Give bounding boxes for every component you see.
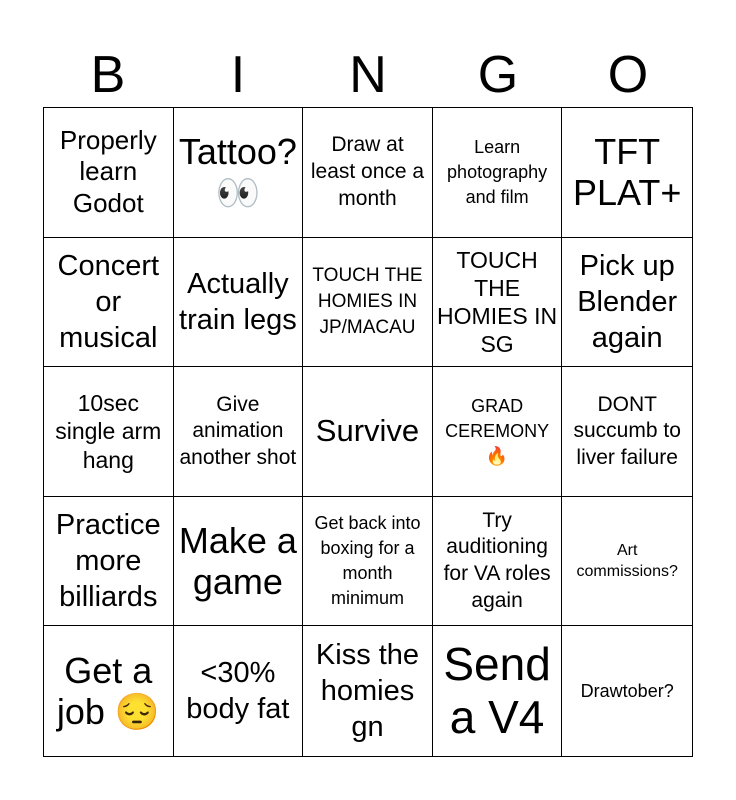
- bingo-cell-r1c4[interactable]: [433, 108, 563, 238]
- header-letter-n: N: [349, 46, 387, 104]
- bingo-cell-r5c4[interactable]: [433, 626, 563, 756]
- bingo-card-grid: [43, 107, 693, 757]
- cell-text: Give animation another shot: [179, 392, 297, 469]
- bingo-cell-r4c5[interactable]: [562, 497, 692, 627]
- header-letter-b: B: [90, 46, 126, 104]
- header-letter-g: G: [477, 46, 519, 104]
- cell-text: Learn photography and film: [447, 137, 548, 207]
- cell-text: Send a V4: [443, 638, 551, 744]
- header-letter-o: O: [607, 46, 649, 104]
- cell-text: GRAD CEREMONY 🔥: [445, 396, 550, 466]
- cell-text: DONT succumb to liver failure: [573, 392, 681, 469]
- bingo-cell-r2c3[interactable]: [303, 238, 433, 368]
- cell-text: Draw at least once a month: [310, 133, 425, 210]
- bingo-cell-r3c3[interactable]: [303, 367, 433, 497]
- bingo-cell-r1c5[interactable]: [562, 108, 692, 238]
- bingo-cell-r3c1[interactable]: [44, 367, 174, 497]
- cell-text: <30% body fat: [186, 656, 290, 726]
- cell-text: Get back into boxing for a month minimum: [314, 513, 421, 608]
- bingo-cell-r4c1[interactable]: [44, 497, 174, 627]
- cell-text: Properly learn Godot: [59, 124, 157, 219]
- cell-text: Practice more billiards: [55, 508, 161, 614]
- bingo-cell-r5c5[interactable]: [562, 626, 692, 756]
- bingo-cell-r2c2[interactable]: [174, 238, 304, 368]
- cell-text: Art commissions?: [576, 541, 678, 581]
- cell-text: 10sec single arm hang: [55, 390, 162, 473]
- bingo-cell-r4c2[interactable]: [174, 497, 304, 627]
- cell-text: Try auditioning for VA roles again: [443, 508, 551, 612]
- bingo-cell-r2c5[interactable]: [562, 238, 692, 368]
- bingo-cell-r2c1[interactable]: [44, 238, 174, 368]
- bingo-cell-r5c2[interactable]: [174, 626, 304, 756]
- bingo-cell-r4c3[interactable]: [303, 497, 433, 627]
- bingo-cell-r4c4[interactable]: [433, 497, 563, 627]
- cell-text: Concert or musical: [57, 249, 160, 355]
- bingo-cell-r1c1[interactable]: [44, 108, 174, 238]
- bingo-cell-r3c4[interactable]: [433, 367, 563, 497]
- bingo-header: [43, 42, 693, 108]
- cell-text: Get a job 😔: [56, 649, 160, 733]
- cell-text: Make a game: [178, 519, 297, 603]
- cell-text: TFT PLAT+: [573, 130, 682, 214]
- cell-text: Survive: [315, 413, 420, 449]
- bingo-cell-r2c4[interactable]: [433, 238, 563, 368]
- cell-text: Actually train legs: [179, 267, 297, 336]
- cell-text: Tattoo? 👀: [178, 130, 297, 214]
- cell-text: Pick up Blender again: [577, 249, 678, 355]
- cell-text: TOUCH THE HOMIES IN SG: [437, 246, 558, 357]
- cell-text: Drawtober?: [580, 680, 674, 701]
- bingo-cell-r1c3[interactable]: [303, 108, 433, 238]
- bingo-cell-r1c2[interactable]: [174, 108, 304, 238]
- bingo-cell-r5c3[interactable]: [303, 626, 433, 756]
- cell-text: Kiss the homies gn: [315, 638, 420, 744]
- bingo-cell-r3c5[interactable]: [562, 367, 692, 497]
- cell-text: TOUCH THE HOMIES IN JP/MACAU: [312, 264, 423, 338]
- bingo-cell-r3c2[interactable]: [174, 367, 304, 497]
- header-letter-i: I: [230, 46, 246, 104]
- bingo-cell-r5c1[interactable]: [44, 626, 174, 756]
